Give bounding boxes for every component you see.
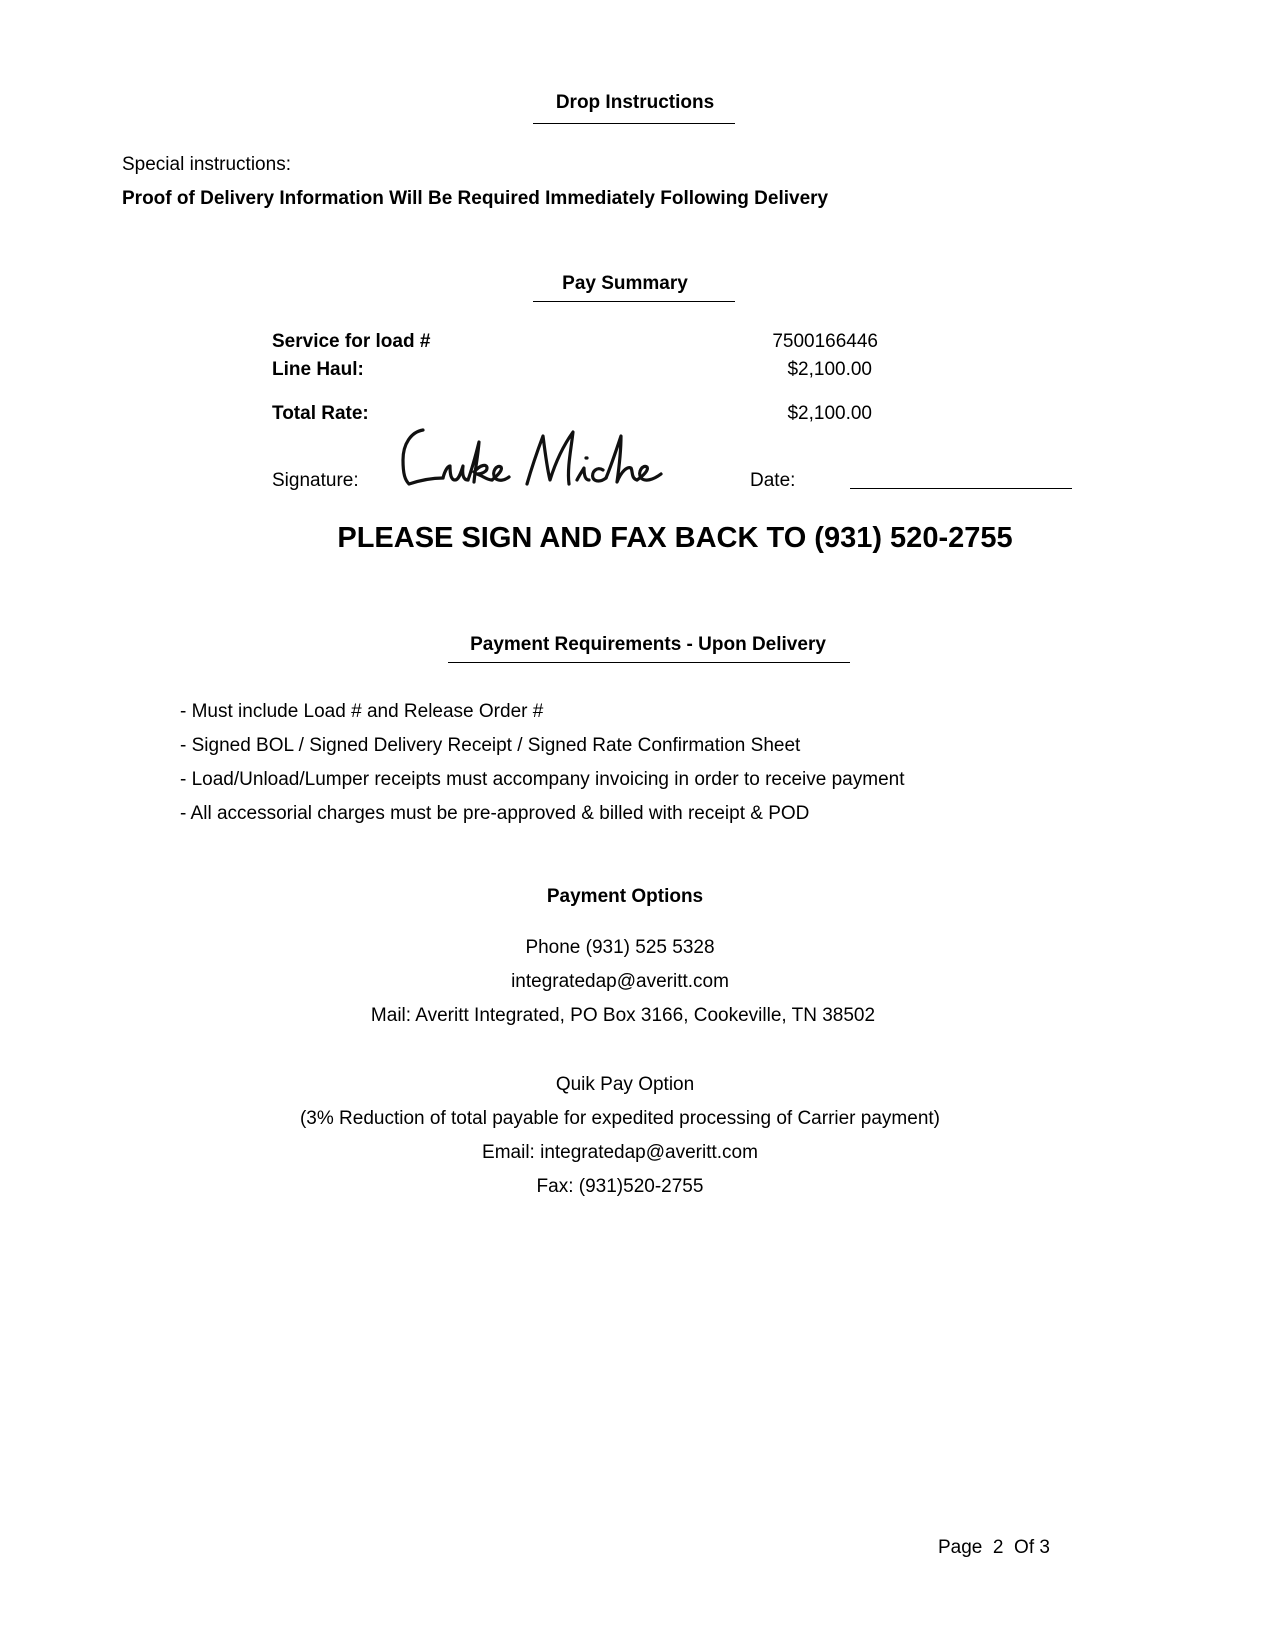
quik-pay-description: (3% Reduction of total payable for expedited processing of Carrier payment): [299, 1108, 940, 1129]
total-rate-value: $2,100.00: [787, 403, 872, 424]
quik-pay-title: Quik Pay Option: [555, 1074, 695, 1095]
payment-options-heading: Payment Options: [546, 886, 704, 907]
signature-label: Signature:: [272, 470, 359, 491]
payment-requirements-heading: Payment Requirements - Upon Delivery: [470, 634, 826, 655]
line-haul-label: Line Haul:: [272, 359, 364, 380]
payment-requirements-underline: [448, 662, 850, 663]
drop-instructions-underline: [533, 123, 735, 124]
quik-pay-fax: Fax: (931)520-2755: [536, 1176, 704, 1197]
special-instructions-text: Proof of Delivery Information Will Be Required Immediately Following Delivery: [122, 188, 829, 209]
payment-phone: Phone (931) 525 5328: [525, 937, 715, 958]
requirement-item: - Must include Load # and Release Order #: [180, 701, 544, 722]
payment-email[interactable]: integratedap@averitt.com: [511, 971, 729, 992]
signature-graphic: [395, 422, 685, 497]
date-label: Date:: [750, 470, 796, 491]
requirement-item: - Signed BOL / Signed Delivery Receipt / Signed Rate Confirmation Sheet: [180, 735, 801, 756]
date-line[interactable]: [850, 466, 1072, 489]
page-number: Page 2 Of 3: [938, 1537, 1050, 1558]
requirement-item: - All accessorial charges must be pre-approved & billed with receipt & POD: [180, 803, 810, 824]
service-load-label: Service for load #: [272, 331, 431, 352]
payment-mail-address: Mail: Averitt Integrated, PO Box 3166, Cookeville, TN 38502: [370, 1005, 876, 1026]
quik-pay-email[interactable]: Email: integratedap@averitt.com: [482, 1142, 758, 1163]
total-rate-label: Total Rate:: [272, 403, 369, 424]
service-load-value: 7500166446: [772, 331, 878, 352]
requirement-item: - Load/Unload/Lumper receipts must accompany invoicing in order to receive payment: [180, 769, 905, 790]
pay-summary-heading: Pay Summary: [562, 273, 688, 294]
pay-summary-underline: [533, 301, 735, 302]
special-instructions-label: Special instructions:: [122, 154, 291, 175]
drop-instructions-heading: Drop Instructions: [555, 92, 715, 113]
fax-back-notice: PLEASE SIGN AND FAX BACK TO (931) 520-2755: [337, 522, 1013, 554]
line-haul-value: $2,100.00: [787, 359, 872, 380]
